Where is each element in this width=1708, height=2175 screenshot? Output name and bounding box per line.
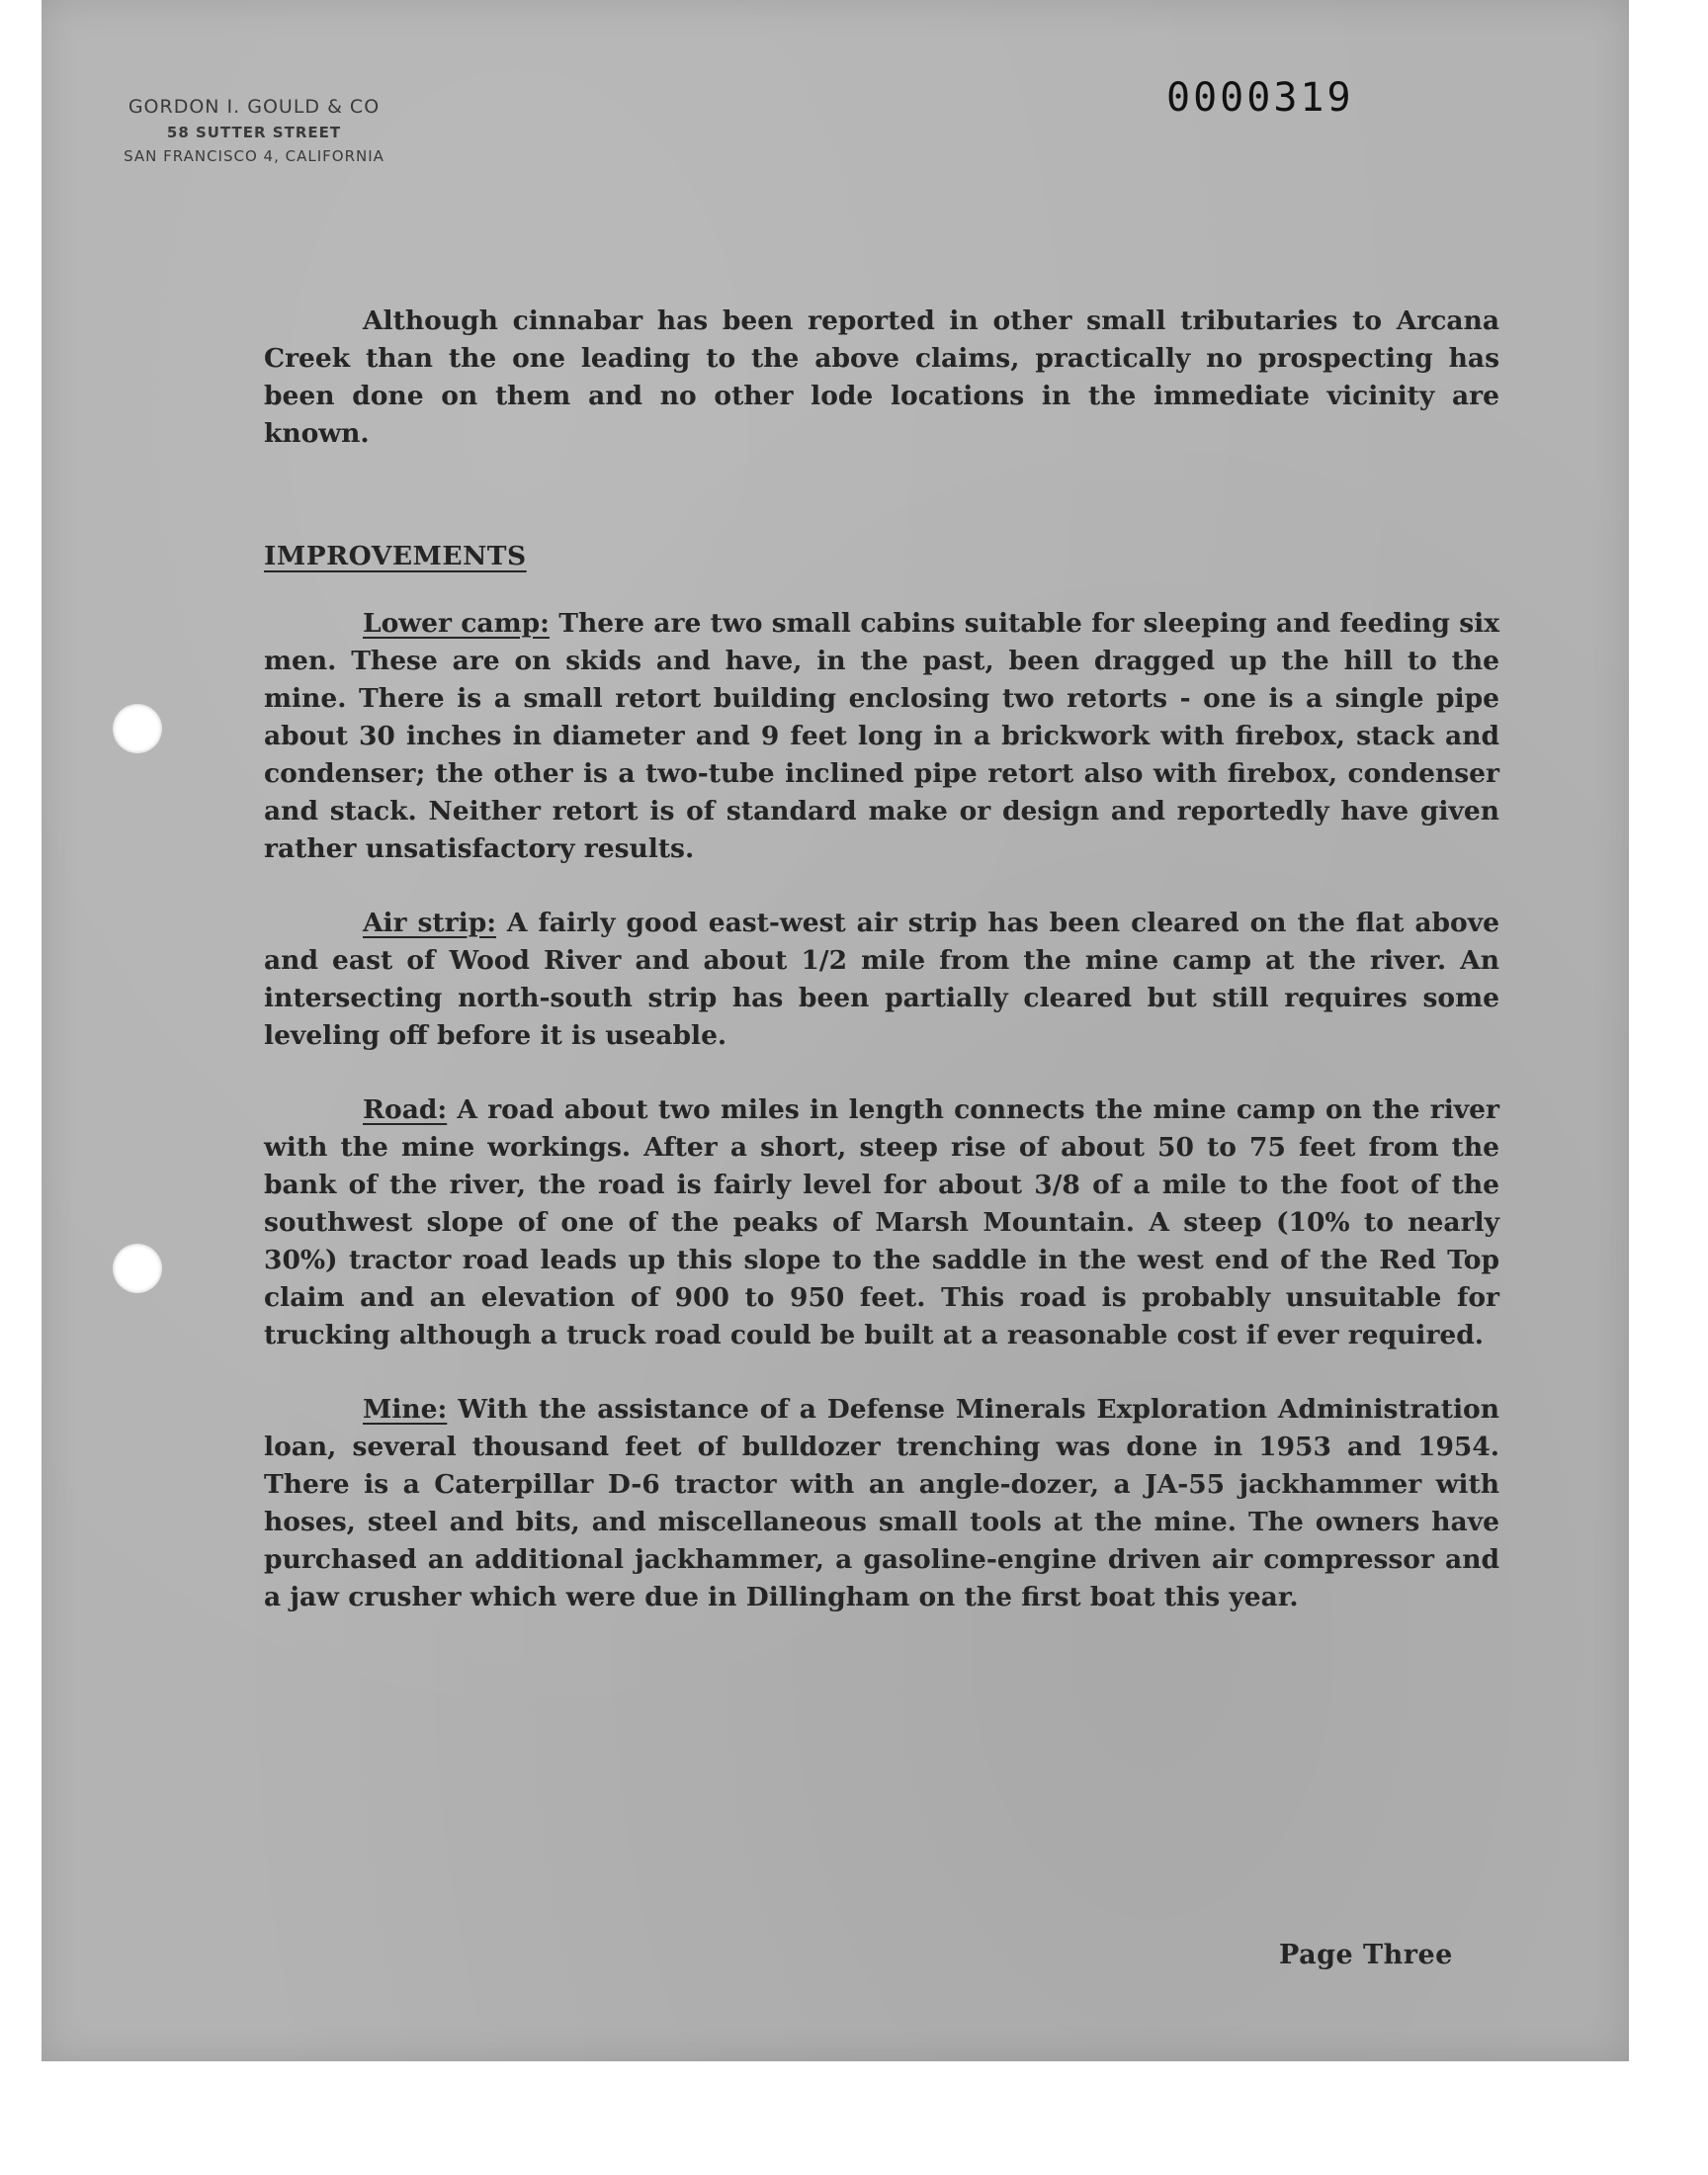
document-body [264,303,1499,1616]
document-page [42,0,1629,2061]
paragraph-label: Lower camp: [363,608,550,639]
paragraph-text: With the assistance of a Defense Minerals Exploration Administration loan, several thousand feet of bulldozer trenching was done in 1953 and 1954. There is a Caterpillar D-6 tractor with an angle-dozer, a JA-55 jackhammer with hoses, steel and bits, and miscellaneous small tools at the mine. The owners have purchased an additional jackhammer, a gasoline-engine driven air compressor and a jaw crusher which were due in Dillingham on the first boat this year. [264,1394,1499,1612]
paragraph-text: A fairly good east-west air strip has been cleared on the flat above and east of Wood River and about 1/2 mile from the mine camp at the river. An intersecting north-south strip has been partially cleared but still requires some leveling off before it is useable. [264,908,1499,1051]
paragraph-lower-camp [264,605,1499,868]
paragraph-label: Mine: [363,1394,448,1425]
intro-paragraph: Although cinnabar has been reported in other small tributaries to Arcana Creek than the one leading to the above claims, practically no prospecting has been done on them and no other lode locations in the immediate vicinity are known. [264,305,1499,449]
paragraph-text: A road about two miles in length connects the mine camp on the river with the mine workings. After a short, steep rise of about 50 to 75 feet from the bank of the river, the road is fairly level for about 3/8 of a mile to the foot of the southwest slope of one of the peaks of Marsh Mountain. A steep (10% to nearly 30%) tractor road leads up this slope to the saddle in the west end of the Red Top claim and an elevation of 900 to 950 feet. This road is probably unsuitable for trucking although a truck road could be built at a reasonable cost if ever required. [264,1094,1499,1350]
paragraph-mine [264,1391,1499,1616]
letterhead-street: 58 SUTTER STREET [166,124,342,141]
document-number: 0000319 [1166,75,1354,121]
letterhead-city: SAN FRANCISCO 4, CALIFORNIA [124,147,384,165]
punch-hole-top [113,704,162,753]
paragraph-label: Air strip: [363,908,497,938]
punch-hole-bottom [113,1244,162,1293]
paragraph-text: There are two small cabins suitable for sleeping and feeding six men. These are on skids and have, in the past, been dragged up the hill to the mine. There is a small retort building enclosing two retorts - one is a single pipe about 30 inches in diameter and 9 feet long in a brickwork with firebox, stack and condenser; the other is a two-tube inclined pipe retort also with firebox, condenser and stack. Neither retort is of standard make or design and reportedly have given rather unsatisfactory results. [264,608,1500,864]
letterhead [76,93,432,168]
page-number-label: Page Three [1279,1940,1453,1970]
paragraph-road [264,1091,1499,1354]
letterhead-firm: GORDON I. GOULD & CO [128,96,381,118]
paragraph-label: Road: [363,1094,448,1125]
section-heading: IMPROVEMENTS [264,541,527,571]
paragraph-air-strip [264,905,1499,1055]
